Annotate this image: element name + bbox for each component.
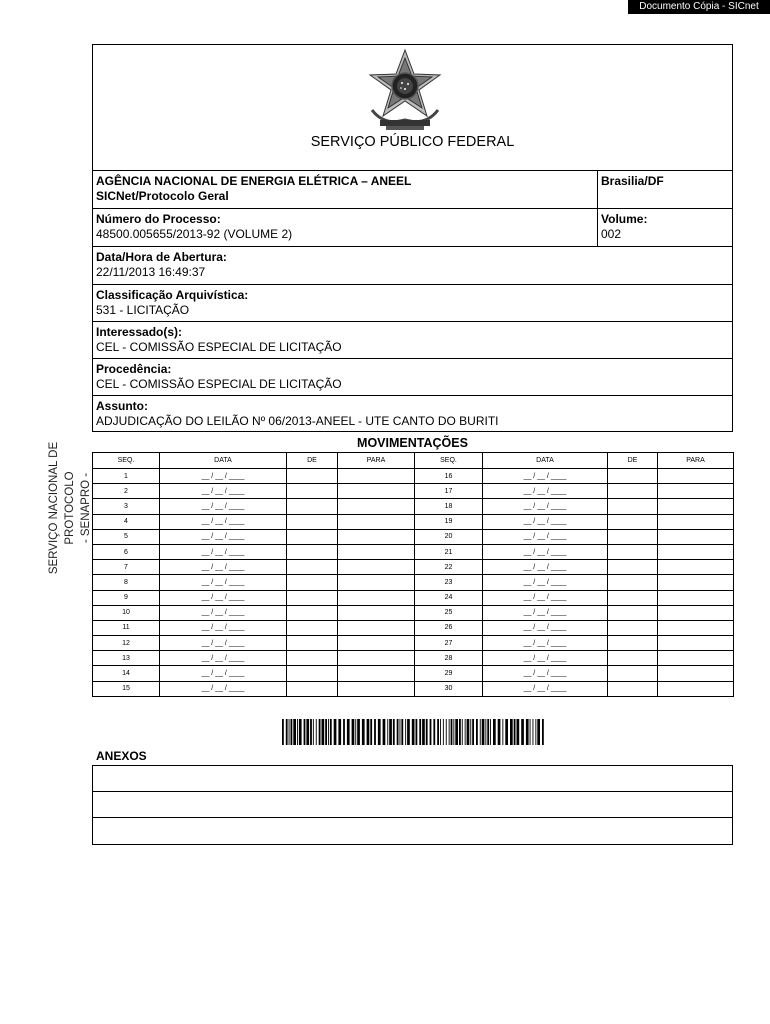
- seq-cell: 1: [93, 469, 160, 484]
- de-cell: [287, 681, 338, 696]
- de-cell: [287, 469, 338, 484]
- de-cell: [608, 666, 658, 681]
- assunto-label: Assunto:: [96, 399, 148, 413]
- de-cell: [608, 529, 658, 544]
- de-cell: [608, 560, 658, 575]
- de-cell: [287, 620, 338, 635]
- para-cell: [338, 620, 415, 635]
- de-cell: [608, 469, 658, 484]
- page-title: SERVIÇO PÚBLICO FEDERAL: [310, 134, 515, 150]
- de-cell: [287, 651, 338, 666]
- seq-cell: 4: [93, 514, 160, 529]
- anexos-line: [93, 792, 732, 818]
- date-cell: __ / __ / ____: [483, 681, 608, 696]
- de-cell: [608, 590, 658, 605]
- abertura-label: Data/Hora de Abertura:: [96, 250, 227, 264]
- date-cell: __ / __ / ____: [160, 666, 287, 681]
- anexos-line: [93, 818, 732, 844]
- interessados-row: [92, 321, 733, 358]
- date-cell: __ / __ / ____: [160, 514, 287, 529]
- de-cell: [287, 636, 338, 651]
- date-cell: __ / __ / ____: [160, 651, 287, 666]
- date-cell: __ / __ / ____: [483, 469, 608, 484]
- para-cell: [338, 605, 415, 620]
- seq-cell: 13: [93, 651, 160, 666]
- side-label-line1: SERVIÇO NACIONAL DE PROTOCOLO: [48, 441, 76, 575]
- para-cell: [658, 514, 734, 529]
- seq-cell: 25: [415, 605, 483, 620]
- seq-cell: 10: [93, 605, 160, 620]
- interessados-value: CEL - COMISSÃO ESPECIAL DE LICITAÇÃO: [96, 340, 342, 354]
- date-cell: __ / __ / ____: [160, 499, 287, 514]
- de-cell: [287, 529, 338, 544]
- para-cell: [338, 636, 415, 651]
- table-row: [93, 529, 734, 544]
- classificacao-value: 531 - LICITAÇÃO: [96, 303, 190, 317]
- para-cell: [658, 529, 734, 544]
- date-cell: __ / __ / ____: [160, 620, 287, 635]
- seq-cell: 30: [415, 681, 483, 696]
- seq-cell: 28: [415, 651, 483, 666]
- table-row: [93, 605, 734, 620]
- para-cell: [658, 651, 734, 666]
- de-cell: [287, 514, 338, 529]
- para-cell: [338, 529, 415, 544]
- seq-cell: 21: [415, 544, 483, 559]
- para-cell: [658, 544, 734, 559]
- para-cell: [338, 484, 415, 499]
- table-row: [93, 590, 734, 605]
- de-cell: [287, 484, 338, 499]
- table-row: [93, 651, 734, 666]
- agency-name: AGÊNCIA NACIONAL DE ENERGIA ELÉTRICA – ANEEL: [96, 174, 412, 188]
- header-seq: SEQ.: [93, 453, 160, 469]
- para-cell: [338, 499, 415, 514]
- seq-cell: 16: [415, 469, 483, 484]
- de-cell: [608, 499, 658, 514]
- seq-cell: 8: [93, 575, 160, 590]
- seq-cell: 23: [415, 575, 483, 590]
- movimentacoes-title: MOVIMENTAÇÕES: [357, 436, 468, 450]
- date-cell: __ / __ / ____: [483, 514, 608, 529]
- de-cell: [287, 544, 338, 559]
- agency-unit: SICNet/Protocolo Geral: [96, 189, 229, 203]
- seq-cell: 27: [415, 636, 483, 651]
- de-cell: [608, 636, 658, 651]
- procedencia-row: [92, 358, 733, 395]
- para-cell: [338, 560, 415, 575]
- de-cell: [608, 605, 658, 620]
- seq-cell: 3: [93, 499, 160, 514]
- date-cell: __ / __ / ____: [483, 666, 608, 681]
- header-data-2: DATA: [483, 453, 608, 469]
- de-cell: [608, 651, 658, 666]
- classificacao-row: [92, 284, 733, 321]
- para-cell: [658, 499, 734, 514]
- date-cell: __ / __ / ____: [483, 575, 608, 590]
- para-cell: [338, 544, 415, 559]
- seq-cell: 15: [93, 681, 160, 696]
- document-copy-tag: Documento Cópia - SICnet: [628, 0, 770, 14]
- date-cell: __ / __ / ____: [483, 544, 608, 559]
- para-cell: [658, 681, 734, 696]
- date-cell: __ / __ / ____: [483, 590, 608, 605]
- side-label-line2: - SENAPRO -: [80, 472, 92, 544]
- barcode-icon: [282, 719, 546, 745]
- para-cell: [338, 681, 415, 696]
- header-para-2: PARA: [658, 453, 734, 469]
- date-cell: __ / __ / ____: [160, 605, 287, 620]
- table-row: [93, 544, 734, 559]
- seq-cell: 17: [415, 484, 483, 499]
- seq-cell: 12: [93, 636, 160, 651]
- date-cell: __ / __ / ____: [160, 560, 287, 575]
- para-cell: [338, 590, 415, 605]
- para-cell: [658, 560, 734, 575]
- date-cell: __ / __ / ____: [483, 484, 608, 499]
- de-cell: [608, 484, 658, 499]
- para-cell: [338, 469, 415, 484]
- seq-cell: 6: [93, 544, 160, 559]
- para-cell: [658, 636, 734, 651]
- header-seq-2: SEQ.: [415, 453, 483, 469]
- date-cell: __ / __ / ____: [160, 636, 287, 651]
- seq-cell: 7: [93, 560, 160, 575]
- seq-cell: 14: [93, 666, 160, 681]
- table-row: [93, 499, 734, 514]
- table-row: [93, 575, 734, 590]
- de-cell: [287, 560, 338, 575]
- volume-label: Volume:: [601, 212, 648, 226]
- de-cell: [608, 514, 658, 529]
- de-cell: [608, 575, 658, 590]
- para-cell: [658, 666, 734, 681]
- date-cell: __ / __ / ____: [160, 484, 287, 499]
- date-cell: __ / __ / ____: [160, 575, 287, 590]
- header-data: DATA: [160, 453, 287, 469]
- procedencia-label: Procedência:: [96, 362, 172, 376]
- de-cell: [287, 666, 338, 681]
- header-de: DE: [287, 453, 338, 469]
- seq-cell: 26: [415, 620, 483, 635]
- date-cell: __ / __ / ____: [160, 681, 287, 696]
- header-de-2: DE: [608, 453, 658, 469]
- side-vertical-label: [46, 408, 92, 608]
- date-cell: __ / __ / ____: [483, 560, 608, 575]
- seq-cell: 22: [415, 560, 483, 575]
- header-para: PARA: [338, 453, 415, 469]
- para-cell: [658, 590, 734, 605]
- table-row: [93, 681, 734, 696]
- date-cell: __ / __ / ____: [483, 620, 608, 635]
- table-row: [93, 484, 734, 499]
- date-cell: __ / __ / ____: [483, 651, 608, 666]
- seq-cell: 18: [415, 499, 483, 514]
- para-cell: [658, 575, 734, 590]
- procedencia-value: CEL - COMISSÃO ESPECIAL DE LICITAÇÃO: [96, 377, 342, 391]
- agency-row: [92, 170, 733, 208]
- date-cell: __ / __ / ____: [160, 590, 287, 605]
- seq-cell: 11: [93, 620, 160, 635]
- date-cell: __ / __ / ____: [160, 544, 287, 559]
- classificacao-label: Classificação Arquivística:: [96, 288, 249, 302]
- para-cell: [338, 666, 415, 681]
- date-cell: __ / __ / ____: [160, 529, 287, 544]
- para-cell: [338, 651, 415, 666]
- table-header-row: [93, 453, 734, 469]
- date-cell: __ / __ / ____: [483, 499, 608, 514]
- processo-label: Número do Processo:: [96, 212, 221, 226]
- anexos-title: ANEXOS: [96, 749, 147, 763]
- abertura-value: 22/11/2013 16:49:37: [96, 265, 206, 279]
- assunto-row: [92, 395, 733, 432]
- table-row: [93, 560, 734, 575]
- seq-cell: 19: [415, 514, 483, 529]
- table-row: [93, 666, 734, 681]
- de-cell: [287, 499, 338, 514]
- table-row: [93, 514, 734, 529]
- seq-cell: 20: [415, 529, 483, 544]
- seq-cell: 24: [415, 590, 483, 605]
- de-cell: [608, 620, 658, 635]
- para-cell: [658, 605, 734, 620]
- de-cell: [608, 681, 658, 696]
- para-cell: [338, 575, 415, 590]
- date-cell: __ / __ / ____: [483, 605, 608, 620]
- date-cell: __ / __ / ____: [160, 469, 287, 484]
- de-cell: [287, 575, 338, 590]
- processo-value: 48500.005655/2013-92 (VOLUME 2): [96, 227, 293, 241]
- movimentacoes-table: [92, 452, 734, 697]
- anexos-box: [92, 765, 733, 845]
- de-cell: [608, 544, 658, 559]
- interessados-label: Interessado(s):: [96, 325, 183, 339]
- date-cell: __ / __ / ____: [483, 529, 608, 544]
- assunto-value: ADJUDICAÇÃO DO LEILÃO Nº 06/2013-ANEEL - UTE CANTO DO BURITI: [96, 414, 499, 428]
- para-cell: [338, 514, 415, 529]
- para-cell: [658, 484, 734, 499]
- location: Brasilia/DF: [601, 174, 664, 188]
- seq-cell: 9: [93, 590, 160, 605]
- processo-row: [92, 208, 733, 246]
- abertura-row: [92, 246, 733, 284]
- date-cell: __ / __ / ____: [483, 636, 608, 651]
- para-cell: [658, 469, 734, 484]
- seq-cell: 5: [93, 529, 160, 544]
- coat-of-arms-icon: [364, 48, 446, 132]
- table-row: [93, 469, 734, 484]
- table-row: [93, 636, 734, 651]
- seq-cell: 29: [415, 666, 483, 681]
- volume-value: 002: [601, 227, 622, 241]
- de-cell: [287, 605, 338, 620]
- para-cell: [658, 620, 734, 635]
- de-cell: [287, 590, 338, 605]
- anexos-line: [93, 766, 732, 792]
- table-row: [93, 620, 734, 635]
- seq-cell: 2: [93, 484, 160, 499]
